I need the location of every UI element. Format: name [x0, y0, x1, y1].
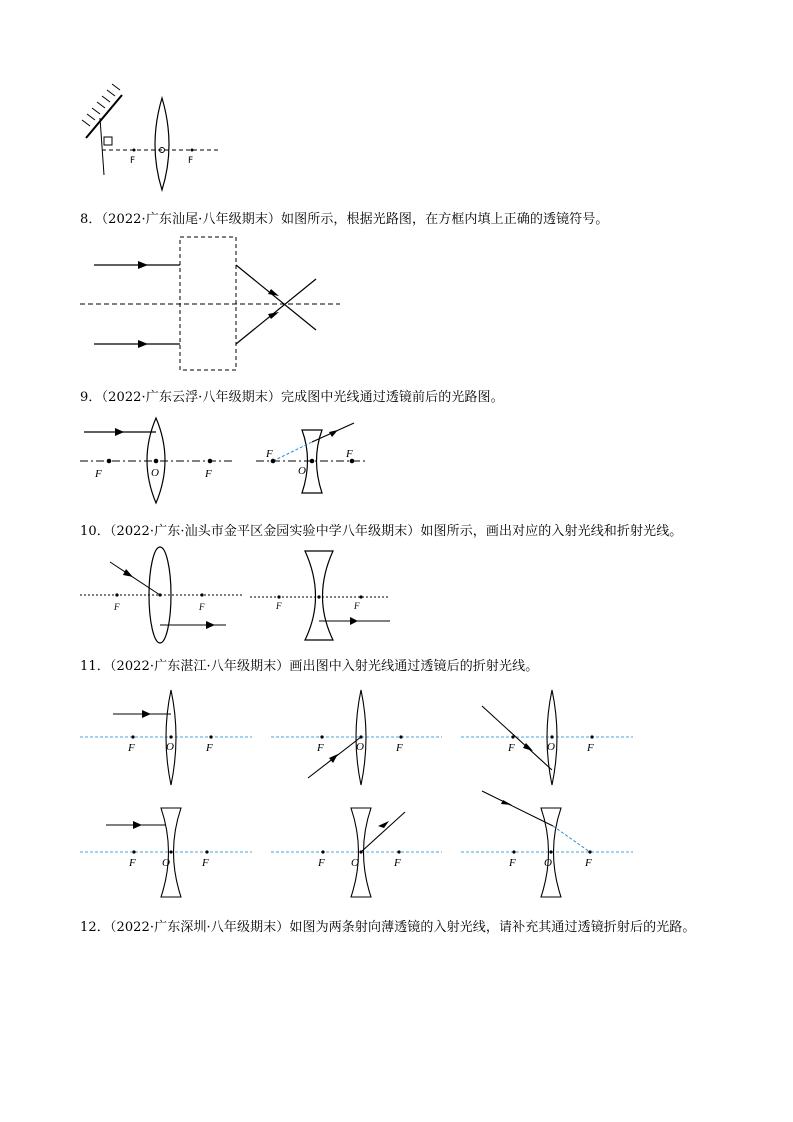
focus-label: F [508, 742, 515, 754]
question-12: 12．（2022·广东深圳·八年级期末）如图为两条射向薄透镜的入射光线，请补充其通过透镜折射后的光路。 [80, 920, 696, 935]
focus-label: F [95, 468, 102, 480]
focus-label: F [354, 601, 360, 611]
q8-figure [80, 237, 340, 370]
focus-label: F [205, 468, 212, 480]
focus-label: F [509, 857, 516, 869]
focus-label: F [206, 742, 213, 754]
q9-concave-figure [256, 423, 366, 493]
focus-label: F [396, 742, 403, 754]
focus-label: F [276, 601, 282, 611]
focus-label: F [317, 742, 324, 754]
question-11: 11．（2022·广东湛江·八年级期末）画出图中入射光线通过透镜后的折射光线。 [80, 659, 539, 674]
q11-fig-3 [461, 690, 633, 785]
q11-fig-5 [271, 808, 442, 897]
q10-convex-figure [80, 547, 244, 643]
center-label: O [544, 857, 552, 869]
center-label: O [162, 857, 170, 869]
focus-label: F [587, 742, 594, 754]
q11-fig-6 [461, 791, 633, 897]
q11-fig-2 [271, 690, 442, 785]
focus-label: F [199, 602, 205, 612]
focus-label: F [128, 742, 135, 754]
q11-fig-4 [80, 808, 252, 897]
focus-label: F [394, 857, 401, 869]
center-label: O [298, 465, 306, 477]
center-label: O [166, 741, 174, 753]
focus-label: F [130, 156, 136, 166]
center-label: O [547, 741, 555, 753]
focus-label: F [346, 448, 353, 460]
question-8: 8．（2022·广东汕尾·八年级期末）如图所示，根据光路图，在方框内填上正确的透镜符号。 [80, 212, 609, 227]
q11-fig-1 [80, 690, 252, 785]
focus-label: F [202, 857, 209, 869]
question-10: 10．（2022·广东·汕头市金平区金园实验中学八年级期末）如图所示，画出对应的入射光线和折射光线。 [80, 524, 683, 539]
center-label: O [151, 467, 159, 479]
q10-concave-figure [250, 551, 390, 640]
center-label: O [356, 741, 364, 753]
focus-label: F [129, 857, 136, 869]
focus-label: F [188, 156, 194, 166]
focus-label: F [318, 857, 325, 869]
mirror-lens-figure [82, 84, 218, 190]
question-9: 9．（2022·广东云浮·八年级期末）完成图中光线通过透镜前后的光路图。 [80, 390, 504, 405]
focus-label: F [266, 448, 273, 460]
focus-label: F [585, 857, 592, 869]
focus-label: F [114, 602, 120, 612]
center-label: O [351, 857, 359, 869]
q9-convex-figure [80, 418, 235, 503]
